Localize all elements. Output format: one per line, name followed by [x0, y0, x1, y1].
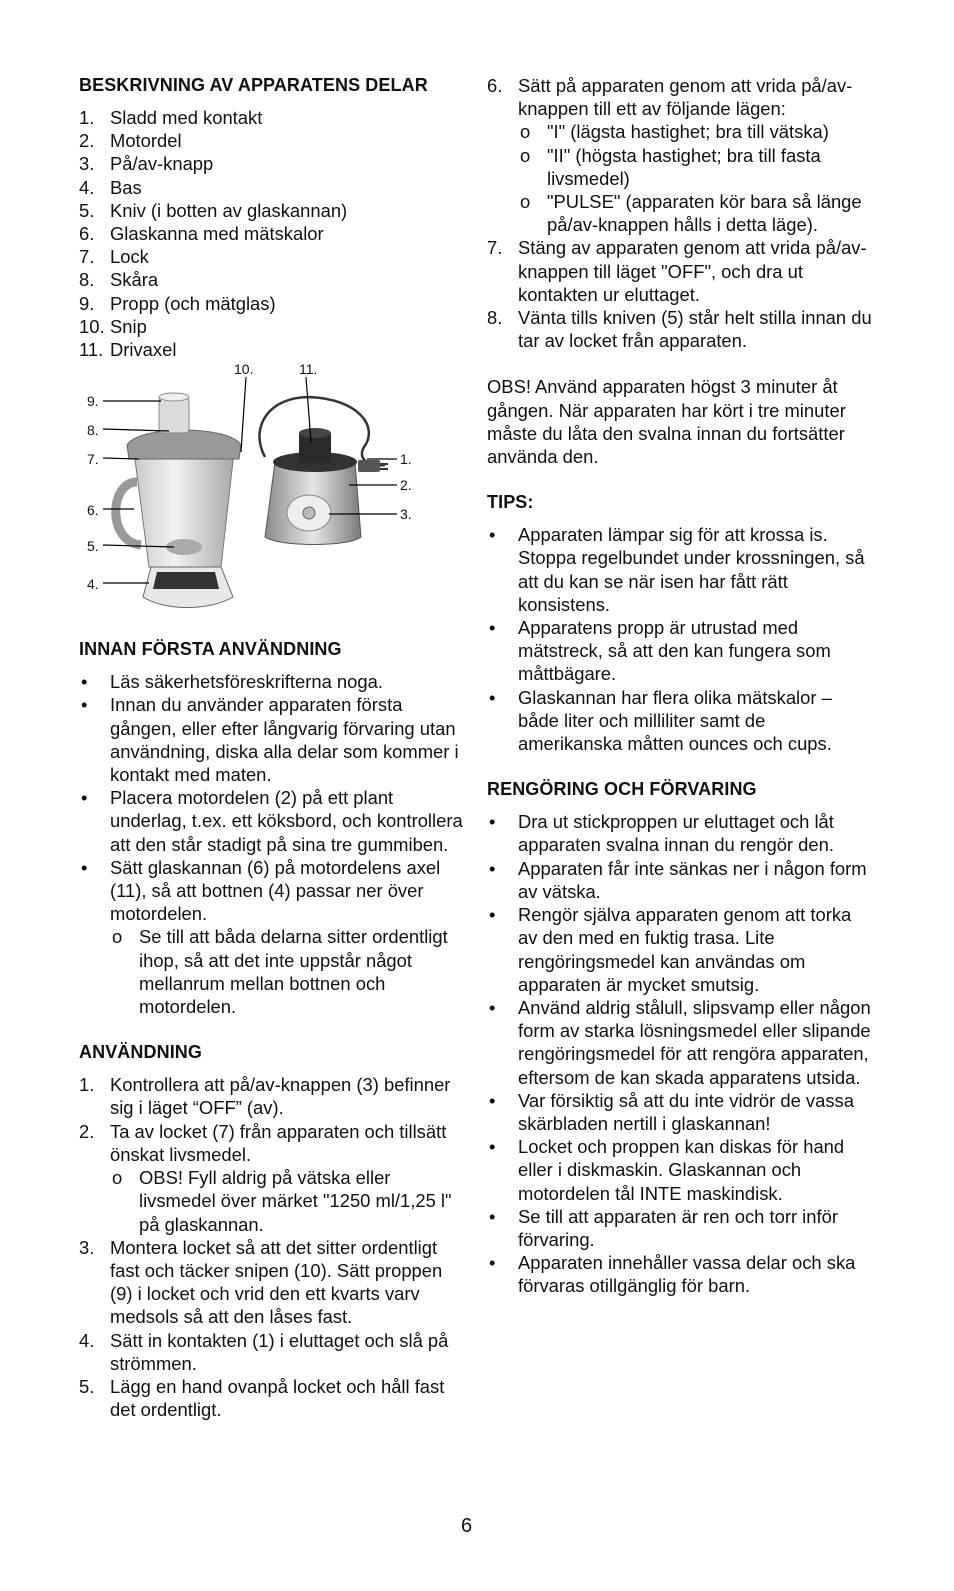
- item-number: 1.: [79, 107, 95, 128]
- bullet-icon: •: [489, 1205, 496, 1227]
- list-item: [487, 1089, 872, 1135]
- list-item: [79, 1236, 464, 1329]
- item-text: Drivaxel: [110, 339, 177, 361]
- left-column: [79, 74, 464, 1421]
- item-text: Skåra: [110, 269, 159, 291]
- bullet-text: Sätt glaskannan (6) på motordelens axel (11), så att bottnen (4) passar ner över motordelen.: [110, 856, 441, 925]
- cleaning-heading: RENGÖRING OCH FÖRVARING: [487, 779, 757, 800]
- sub-bullet-icon: o: [520, 191, 531, 213]
- bullet-icon: •: [81, 694, 88, 716]
- label-6: 6.: [87, 502, 99, 519]
- bullet-icon: •: [489, 686, 496, 708]
- bullet-icon: •: [489, 524, 496, 546]
- bullet-text: Apparaten lämpar sig för att krossa is. Stoppa regelbundet under krossningen, så att du kan se när isen har fått rätt konsistens.: [518, 524, 865, 615]
- step-text: Stäng av apparaten genom att vrida på/av-knappen till läget "OFF", och dra ut kontakten ur eluttaget.: [518, 237, 867, 305]
- spacer: [487, 468, 872, 491]
- blender-diagram: [79, 361, 439, 612]
- sub-bullet-text: "I" (lägsta hastighet; bra till vätska): [547, 121, 829, 143]
- item-text: Motordel: [110, 130, 182, 152]
- bullet-icon: •: [489, 904, 496, 926]
- bullet-icon: •: [81, 671, 88, 693]
- bullet-icon: •: [489, 617, 496, 639]
- item-number: 8.: [79, 269, 95, 291]
- list-item: [79, 268, 464, 291]
- label-11: 11.: [299, 361, 318, 378]
- speed-options-list: [518, 120, 872, 236]
- list-item: [79, 693, 464, 786]
- sub-list-item: [518, 144, 872, 190]
- page-number: 6: [461, 1515, 473, 1537]
- bullet-icon: •: [81, 856, 88, 878]
- label-3: 3.: [400, 506, 412, 523]
- bullet-icon: •: [489, 1089, 496, 1111]
- bullet-text: Rengör själva apparaten genom att torka av den med en fuktig trasa. Lite rengöringsmedel kan användas om apparaten är mycket smutsig.: [518, 904, 852, 995]
- item-text: Propp (och mätglas): [110, 292, 276, 314]
- spacer: [487, 352, 872, 375]
- list-item: [79, 1375, 464, 1421]
- item-text: Sladd med kontakt: [110, 107, 263, 128]
- cleaning-list: [487, 810, 872, 1297]
- list-item: [79, 176, 464, 199]
- item-text: Bas: [110, 176, 142, 198]
- item-text: Snip: [110, 315, 147, 337]
- bullet-icon: •: [489, 996, 496, 1018]
- bullet-icon: •: [489, 811, 496, 833]
- list-item: [79, 292, 464, 315]
- bullet-text: Var försiktig så att du inte vidrör de vassa skärbladen nertill i glaskannan!: [518, 1089, 854, 1134]
- sub-list-item: [518, 120, 872, 143]
- step-text: Montera locket så att det sitter ordentligt fast och täcker snipen (10). Sätt proppen (9) i locket och vrid den ett kvarts varv medsols så att den låses fast.: [110, 1236, 443, 1328]
- bullet-text: Placera motordelen (2) på ett plant underlag, t.ex. ett köksbord, och kontrollera att den står stadigt på sina tre gummiben.: [110, 787, 463, 855]
- item-number: 9.: [79, 292, 95, 314]
- bullet-text: Locket och proppen kan diskas för hand eller i diskmaskin. Glaskannan och motordelen tål INTE maskindisk.: [518, 1136, 845, 1204]
- before-first-use-list: [79, 670, 464, 1018]
- list-item: [487, 1251, 872, 1297]
- bullet-text: Glaskannan har flera olika mätskalor – både liter och milliliter samt de amerikanska måtten ounces och cups.: [518, 686, 832, 755]
- step-text: Kontrollera att på/av-knappen (3) befinner sig i läget “OFF” (av).: [110, 1074, 451, 1119]
- sub-list-item: [110, 1166, 464, 1236]
- list-item: [79, 1073, 464, 1119]
- item-number: 4.: [79, 176, 95, 198]
- list-item: [487, 523, 872, 616]
- spacer: [79, 1018, 464, 1041]
- bullet-text: Apparaten får inte sänkas ner i någon form av vätska.: [518, 857, 867, 902]
- item-number: 6.: [79, 223, 95, 245]
- bullet-text: Apparaten innehåller vassa delar och ska förvaras otillgänglig för barn.: [518, 1252, 856, 1297]
- list-item: [487, 857, 872, 903]
- list-item: [79, 1120, 464, 1236]
- item-text: Kniv (i botten av glaskannan): [110, 199, 348, 221]
- label-10: 10.: [234, 361, 254, 378]
- list-item: [487, 1135, 872, 1205]
- list-item: [487, 996, 872, 1089]
- item-text: Glaskanna med mätskalor: [110, 223, 324, 245]
- usage-note: OBS! Använd apparaten högst 3 minuter åt gången. När apparaten har kört i tre minuter måste du låta den svalna innan du fortsätter använda den.: [487, 376, 846, 468]
- item-number: 5.: [79, 199, 95, 221]
- list-item: [487, 686, 872, 756]
- item-number: 3.: [79, 153, 95, 175]
- bullet-icon: •: [489, 1252, 496, 1274]
- before-first-use-heading: INNAN FÖRSTA ANVÄNDNING: [79, 639, 342, 660]
- step-text: Sätt på apparaten genom att vrida på/av-knappen till ett av följande lägen:: [518, 75, 853, 120]
- bullet-text: Se till att apparaten är ren och torr inför förvaring.: [518, 1205, 838, 1250]
- sub-bullet-icon: o: [520, 121, 531, 143]
- list-item: [79, 338, 464, 361]
- list-item: [79, 1329, 464, 1375]
- list-item: [79, 129, 464, 152]
- sub-list-item: [110, 925, 464, 1018]
- sub-bullet-text: OBS! Fyll aldrig på vätska eller livsmedel över märket "1250 ml/1,25 l" på glaskannan.: [139, 1167, 452, 1235]
- list-item: [79, 152, 464, 175]
- sub-bullet-text: Se till att båda delarna sitter ordentligt ihop, så att det inte uppstår något mellanrum mellan bottnen och motordelen.: [139, 926, 448, 1018]
- bullet-icon: •: [81, 787, 88, 809]
- step-text: Vänta tills kniven (5) står helt stilla innan du tar av locket från apparaten.: [518, 307, 872, 352]
- list-item: [487, 810, 872, 856]
- sub-list: [110, 925, 464, 1018]
- step-number: 5.: [79, 1375, 95, 1397]
- parts-list: [79, 106, 464, 361]
- usage-steps-left: [79, 1073, 464, 1421]
- item-number: 7.: [79, 246, 95, 268]
- sub-bullet-text: "PULSE" (apparaten kör bara så länge på/av-knappen hålls i detta läge).: [547, 191, 862, 236]
- sub-bullet-text: "II" (högsta hastighet; bra till fasta livsmedel): [547, 144, 821, 189]
- label-5: 5.: [87, 538, 99, 555]
- tips-heading: TIPS:: [487, 492, 534, 513]
- step-number: 6.: [487, 75, 503, 96]
- list-item: [79, 199, 464, 222]
- bullet-icon: •: [489, 857, 496, 879]
- list-item: [79, 106, 464, 129]
- list-item: [487, 1205, 872, 1251]
- tips-list: [487, 523, 872, 755]
- step-number: 1.: [79, 1074, 95, 1096]
- sub-bullet-icon: o: [112, 926, 123, 948]
- spacer: [487, 755, 872, 778]
- step-text: Ta av locket (7) från apparaten och tillsätt önskat livsmedel.: [110, 1120, 447, 1165]
- item-text: Lock: [110, 246, 149, 268]
- bullet-text: Apparatens propp är utrustad med mätstreck, så att den kan fungera som måttbägare.: [518, 617, 831, 685]
- step-number: 7.: [487, 237, 503, 259]
- bullet-text: Läs säkerhetsföreskrifterna noga.: [110, 671, 383, 693]
- sub-bullet-icon: o: [112, 1167, 123, 1189]
- bullet-icon: •: [489, 1136, 496, 1158]
- list-item: [79, 856, 464, 1018]
- list-item: [487, 74, 872, 236]
- list-item: [79, 222, 464, 245]
- list-item: [79, 786, 464, 856]
- label-1: 1.: [400, 451, 412, 468]
- sub-bullet-icon: o: [520, 144, 531, 166]
- item-number: 2.: [79, 130, 95, 152]
- list-item: [79, 670, 464, 693]
- label-7: 7.: [87, 451, 99, 468]
- sub-list: [110, 1166, 464, 1236]
- blender-illustration: [79, 367, 439, 612]
- bullet-text: Använd aldrig stålull, slipsvamp eller någon form av starka lösningsmedel eller slipande rengöringsmedel för att rengöra apparaten, eftersom de kan skada apparatens utsida.: [518, 996, 871, 1088]
- label-9: 9.: [87, 393, 99, 410]
- label-8: 8.: [87, 422, 99, 439]
- bullet-text: Dra ut stickproppen ur eluttaget och låt apparaten svalna innan du rengör den.: [518, 811, 834, 856]
- sub-list-item: [518, 190, 872, 236]
- usage-heading: ANVÄNDNING: [79, 1042, 203, 1063]
- step-number: 4.: [79, 1329, 95, 1351]
- item-number: 11.: [79, 339, 104, 361]
- label-4: 4.: [87, 576, 99, 593]
- list-item: [79, 245, 464, 268]
- step-number: 3.: [79, 1236, 95, 1258]
- usage-steps-right: [487, 74, 872, 352]
- item-number: 10.: [79, 315, 105, 337]
- list-item: [487, 616, 872, 686]
- right-column: [487, 74, 872, 1298]
- step-text: Lägg en hand ovanpå locket och håll fast det ordentligt.: [110, 1375, 445, 1421]
- list-item: [79, 315, 464, 338]
- bullet-text: Innan du använder apparaten första gången, eller efter långvarig förvaring utan användning, diska alla delar som kommer i kontakt med maten.: [110, 694, 459, 786]
- step-text: Sätt in kontakten (1) i eluttaget och slå på strömmen.: [110, 1329, 449, 1374]
- label-2: 2.: [400, 477, 412, 494]
- step-number: 8.: [487, 307, 503, 329]
- item-text: På/av-knapp: [110, 153, 214, 175]
- parts-heading: BESKRIVNING AV APPARATENS DELAR: [79, 75, 428, 95]
- step-number: 2.: [79, 1120, 95, 1142]
- list-item: [487, 306, 872, 352]
- list-item: [487, 236, 872, 306]
- list-item: [487, 903, 872, 996]
